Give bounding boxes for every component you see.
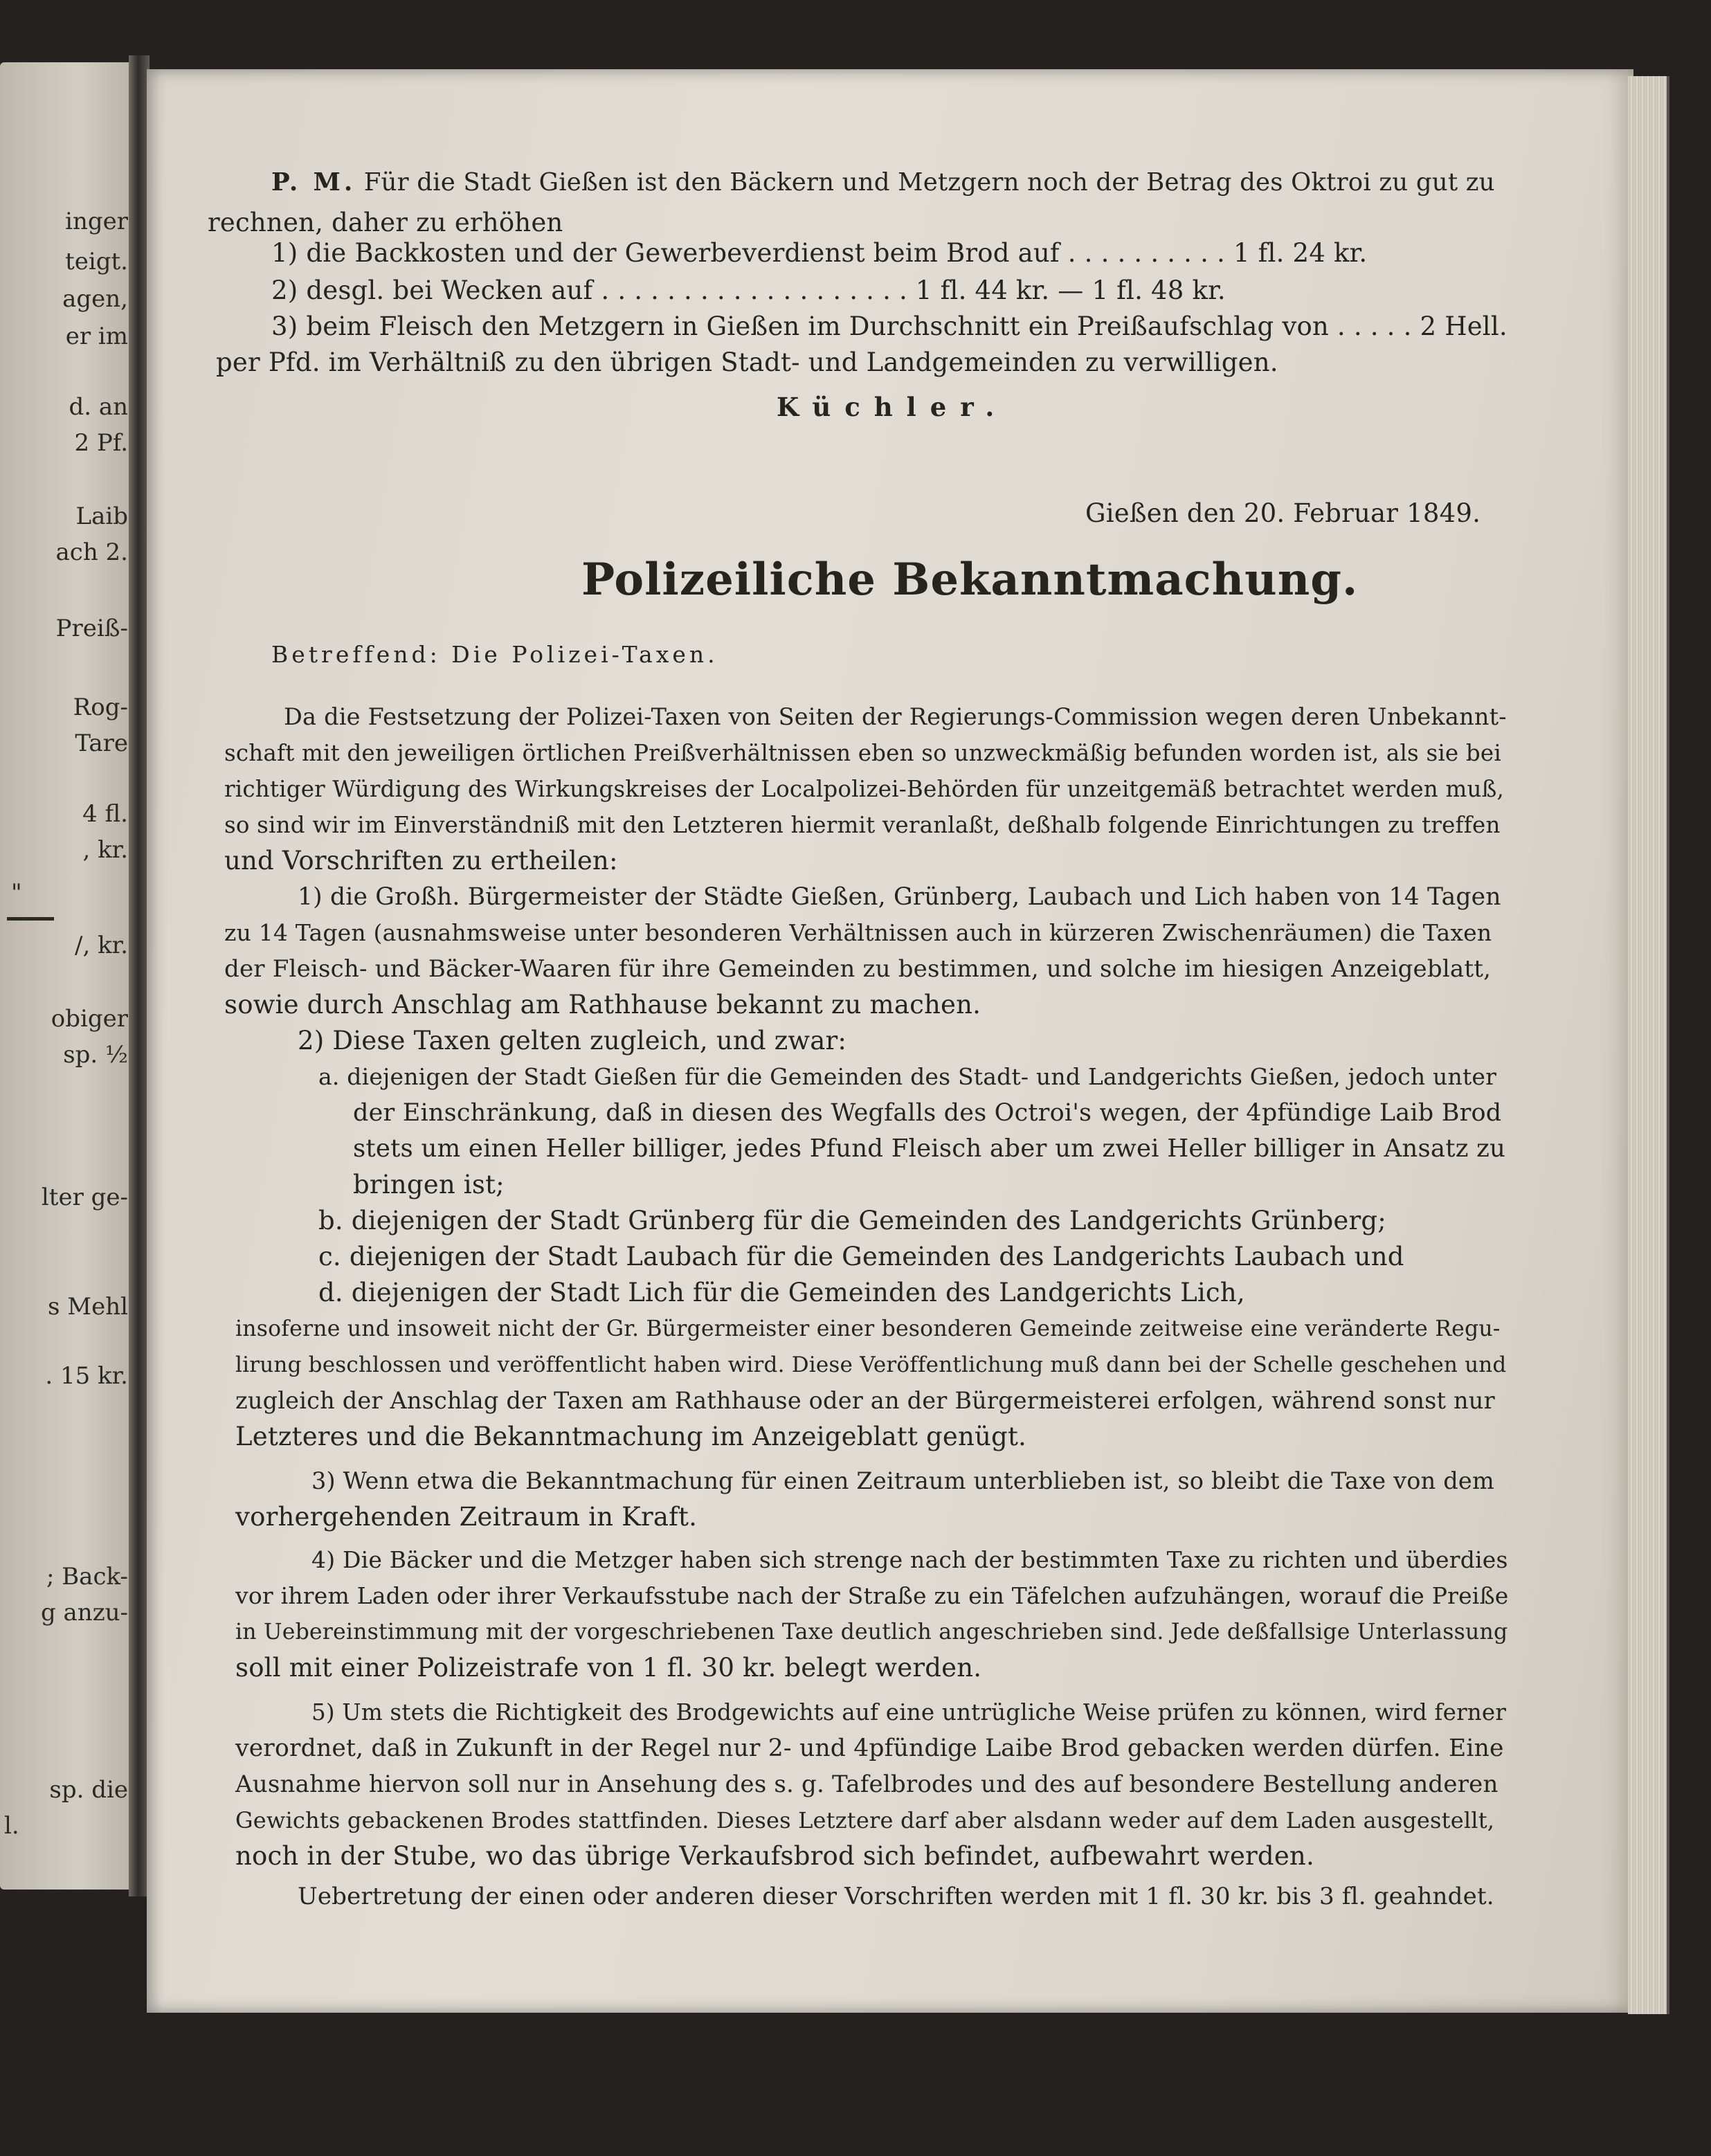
notice-line: der Fleisch- und Bäcker-Waaren für ihre Gemeinden zu bestimmen, und solche im hiesigen Anzeigeblatt, — [224, 955, 1492, 983]
pm-item-1: 1) die Backkosten und der Gewerbeverdienst beim Brod auf . . . . . . . . . . 1 fl. 24 kr. — [271, 238, 1368, 268]
notice-line: c. diejenigen der Stadt Laubach für die Gemeinden des Landgerichts Laubach und — [318, 1242, 1404, 1271]
notice-line: 2) Diese Taxen gelten zugleich, und zwar: — [298, 1026, 847, 1056]
notice-line: 4) Die Bäcker und die Metzger haben sich strenge nach der bestimmten Taxe zu richten und überdies — [311, 1546, 1508, 1573]
notice-line: vorhergehenden Zeitraum in Kraft. — [235, 1502, 698, 1532]
left-fragment: Tare — [75, 730, 128, 757]
pm-item-2: 2) desgl. bei Wecken auf . . . . . . . . . . . . . . . . . . . 1 fl. 44 kr. — 1 fl. 48 kr. — [271, 275, 1226, 305]
notice-line: b. diejenigen der Stadt Grünberg für die Gemeinden des Landgerichts Grünberg; — [318, 1206, 1386, 1235]
signature: Küchler. — [777, 392, 1008, 422]
left-fragment: teigt. — [65, 248, 128, 275]
notice-line: Ausnahme hiervon soll nur in Ansehung des s. g. Tafelbrodes und des auf besondere Bestellung anderen — [235, 1770, 1499, 1798]
left-fragment: agen, — [62, 285, 128, 313]
notice-line: soll mit einer Polizeistrafe von 1 fl. 30 kr. belegt werden. — [235, 1653, 982, 1683]
notice-line: Uebertretung der einen oder anderen dieser Vorschriften werden mit 1 fl. 30 kr. bis 3 fl. geahndet. — [298, 1883, 1494, 1910]
pm-line-2: rechnen, daher zu erhöhen — [208, 208, 563, 237]
notice-line: zu 14 Tagen (ausnahmsweise unter besonderen Verhältnissen auch in kürzeren Zwischenräumen) die Taxen — [224, 919, 1492, 946]
notice-line: 3) Wenn etwa die Bekanntmachung für einen Zeitraum unterblieben ist, so bleibt die Taxe von dem — [311, 1467, 1494, 1494]
left-fragment: . 15 kr. — [45, 1362, 128, 1390]
left-fragment: s Mehl — [48, 1293, 128, 1321]
notice-line: noch in der Stube, wo das übrige Verkaufsbrod sich befindet, aufbewahrt werden. — [235, 1841, 1314, 1871]
notice-line: d. diejenigen der Stadt Lich für die Gemeinden des Landgerichts Lich, — [318, 1278, 1245, 1307]
left-fragment: obiger — [51, 1005, 128, 1033]
notice-line: verordnet, daß in Zukunft in der Regel nur 2- und 4pfündige Laibe Brod gebacken werden dürfen. Eine — [235, 1734, 1504, 1762]
notice-line: lirung beschlossen und veröffentlicht haben wird. Diese Veröffentlichung muß dann bei der Schelle geschehen und — [235, 1352, 1507, 1377]
pm-label: P. M. — [271, 168, 356, 197]
left-fragment: l. — [4, 1812, 19, 1840]
notice-subject: Betreffend: Die Polizei-Taxen. — [271, 641, 718, 668]
notice-line: 1) die Großh. Bürgermeister der Städte Gießen, Grünberg, Laubach und Lich haben von 14 Tagen — [298, 883, 1501, 911]
notice-line: vor ihrem Laden oder ihrer Verkaufsstube nach der Straße zu ein Täfelchen aufzuhängen, worauf die Preiße — [235, 1582, 1509, 1609]
left-fragment: inger — [65, 208, 128, 235]
notice-line: insoferne und insoweit nicht der Gr. Bürgermeister einer besonderen Gemeinde zeitweise eine veränderte Regu- — [235, 1316, 1501, 1341]
notice-line: Letzteres und die Bekanntmachung im Anzeigeblatt genügt. — [235, 1422, 1026, 1451]
left-fragment: sp. ½ — [63, 1041, 128, 1069]
left-fragment: d. an — [69, 393, 128, 421]
notice-line: bringen ist; — [353, 1170, 505, 1199]
left-fragment: er im — [65, 323, 128, 350]
left-fragment: sp. die — [49, 1776, 128, 1804]
left-fragment: ach 2. — [55, 538, 128, 566]
left-fragment: lter ge- — [41, 1184, 128, 1211]
notice-line: in Uebereinstimmung mit der vorgeschriebenen Taxe deutlich angeschrieben sind. Jede deßfallsige Unterlassung — [235, 1620, 1508, 1645]
left-fragment: 2 Pf. — [74, 429, 128, 457]
notice-line: stets um einen Heller billiger, jedes Pfund Fleisch aber um zwei Heller billiger in Ansatz zu — [353, 1134, 1506, 1163]
left-fragment: Laib — [75, 502, 128, 530]
left-fragment: 4 fl. — [82, 800, 128, 828]
notice-line: 5) Um stets die Richtigkeit des Brodgewichts auf eine untrügliche Weise prüfen zu können, wird ferner — [311, 1699, 1507, 1725]
notice-line: Da die Festsetzung der Polizei-Taxen von Seiten der Regierungs-Commission wegen deren Unbekannt- — [284, 703, 1507, 730]
left-facing-page — [0, 62, 132, 1890]
notice-line: a. diejenigen der Stadt Gießen für die Gemeinden des Stadt- und Landgerichts Gießen, jedoch unter — [318, 1063, 1497, 1090]
dateline: Gießen den 20. Februar 1849. — [1085, 498, 1481, 528]
notice-line: richtiger Würdigung des Wirkungskreises der Localpolizei-Behörden für unzeitgemäß betrachtet werden muß, — [224, 776, 1505, 802]
left-fragment: " — [11, 879, 22, 907]
left-fragment: Preiß- — [55, 615, 128, 642]
notice-line: schaft mit den jeweiligen örtlichen Preißverhältnissen eben so unzweckmäßig befunden worden ist, als sie bei — [224, 740, 1501, 766]
notice-line: der Einschränkung, daß in diesen des Wegfalls des Octroi's wegen, der 4pfündige Laib Brod — [353, 1099, 1502, 1127]
notice-line: Gewichts gebackenen Brodes stattfinden. Dieses Letztere darf aber alsdann weder auf dem Laden ausgestellt, — [235, 1807, 1495, 1833]
notice-line: so sind wir im Einverständniß mit den Letzteren hiermit veranlaßt, deßhalb folgende Einrichtungen zu treffen — [224, 812, 1501, 838]
page-edges — [1628, 76, 1669, 2014]
left-rule — [7, 917, 54, 921]
left-fragment: ; Back- — [46, 1563, 128, 1591]
pm-item-3: 3) beim Fleisch den Metzgern in Gießen im Durchschnitt ein Preißaufschlag von . . . . . 2 Hell. — [271, 311, 1508, 341]
notice-line: zugleich der Anschlag der Taxen am Rathhause oder an der Bürgermeisterei erfolgen, während sonst nur — [235, 1387, 1495, 1414]
left-fragment: Rog- — [73, 694, 128, 721]
pm-line-1 — [271, 166, 1495, 199]
left-fragment: /, kr. — [75, 932, 128, 959]
pm-item-3-cont: per Pfd. im Verhältniß zu den übrigen Stadt- und Landgemeinden zu verwilligen. — [216, 347, 1278, 377]
notice-line: und Vorschriften zu ertheilen: — [224, 846, 618, 876]
left-fragment: , kr. — [82, 836, 128, 864]
left-fragment: g anzu- — [40, 1599, 128, 1627]
pm-text: Für die Stadt Gießen ist den Bäckern und Metzgern noch der Betrag des Oktroi zu gut zu — [363, 168, 1495, 197]
notice-title: Polizeiliche Bekanntmachung. — [581, 554, 1359, 606]
notice-line: sowie durch Anschlag am Rathhause bekannt zu machen. — [224, 990, 981, 1020]
